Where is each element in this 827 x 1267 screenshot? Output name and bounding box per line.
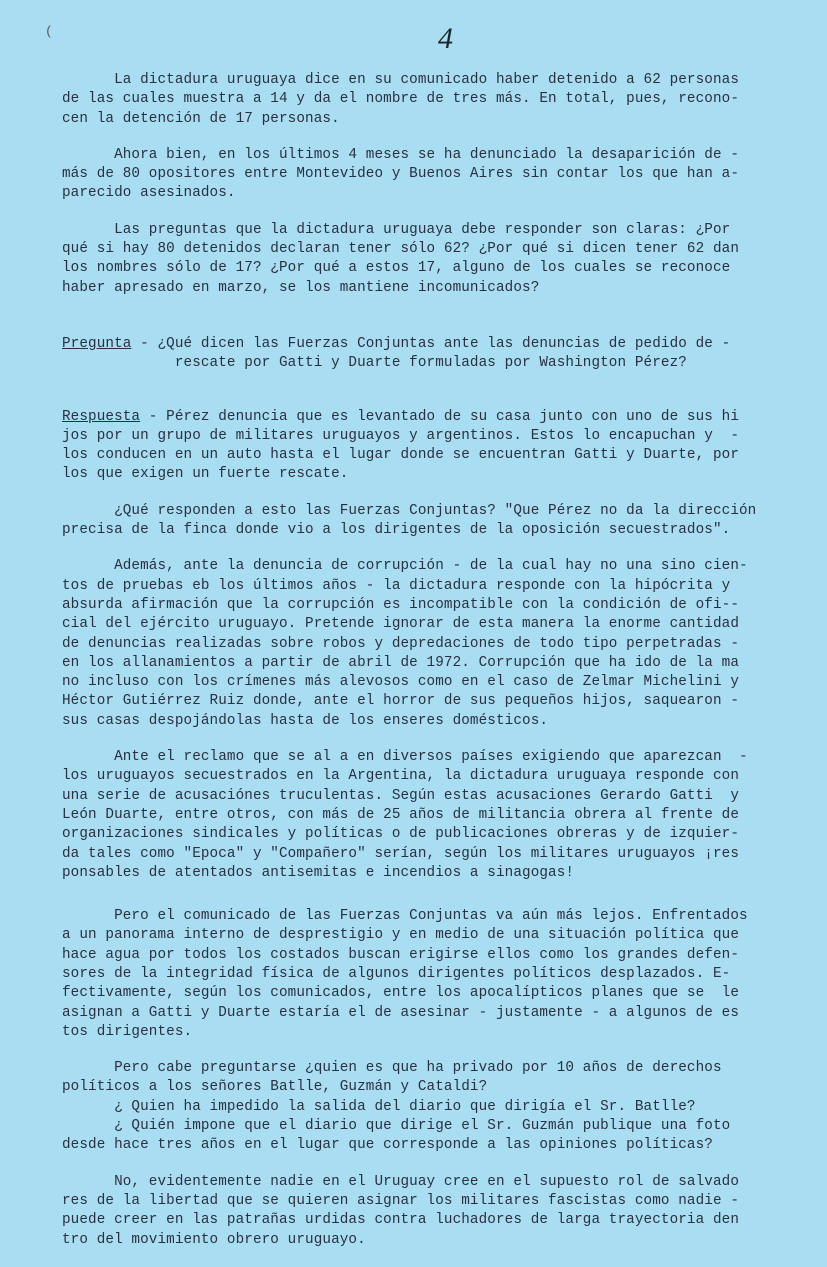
- text-line: los que exigen un fuerte rescate.: [62, 466, 349, 483]
- text-line: precisa de la finca donde vio a los dirigentes de la oposición secuestrados".: [62, 522, 731, 539]
- text-line: ¿ Quien ha impedido la salida del diario que dirigía el Sr. Batlle?: [62, 1098, 696, 1115]
- text-line: sores de la integridad física de algunos dirigentes políticos desplazados. E-: [62, 965, 731, 982]
- text-line: políticos a los señores Batlle, Guzmán y Cataldi?: [62, 1079, 488, 1096]
- text-line: tos de pruebas eb los últimos años - la dictadura responde con la hipócrita y: [62, 577, 731, 594]
- respuesta-text: - Pérez denuncia que es levantado de su casa junto con uno de sus hi: [140, 408, 740, 425]
- text-line: [62, 335, 797, 354]
- text-line: asignan a Gatti y Duarte estaría el de asesinar - justamente - a algunos de es: [62, 1004, 740, 1021]
- text-line: desde hace tres años en el lugar que corresponde a las opiniones políticas?: [62, 1137, 713, 1154]
- page-number: 4: [438, 22, 453, 55]
- text-line: no incluso con los crímenes más alevosos como en el caso de Zelmar Michelini y: [62, 674, 740, 691]
- text-line: ¿ Quién impone que el diario que dirige el Sr. Guzmán publique una foto: [62, 1118, 731, 1135]
- text-line: los nombres sólo de 17? ¿Por qué a estos 17, alguno de los cuales se reconoce: [62, 260, 731, 277]
- paragraph-5: [62, 557, 797, 731]
- text-line: tos dirigentes.: [62, 1023, 193, 1040]
- paragraph-8: [62, 1059, 797, 1155]
- paragraph-6: [62, 748, 797, 883]
- text-line: a un panorama interno de desprestigio y en medio de una situación política que: [62, 927, 740, 944]
- text-line: Además, ante la denuncia de corrupción - de la cual hay no una sino cien-: [62, 558, 748, 575]
- text-line: ¿Qué responden a esto las Fuerzas Conjuntas? "Que Pérez no da la dirección: [62, 502, 757, 519]
- paragraph-4: [62, 502, 797, 541]
- text-line: hace agua por todos los costados buscan erigirse ellos como los grandes defen-: [62, 946, 740, 963]
- pregunta-block: [62, 335, 797, 374]
- page-corner-mark: (: [45, 24, 53, 39]
- text-line: León Duarte, entre otros, con más de 25 años de militancia obrera al frente de: [62, 806, 740, 823]
- text-line: Pero el comunicado de las Fuerzas Conjuntas va aún más lejos. Enfrentados: [62, 908, 748, 925]
- text-line: cial del ejército uruguayo. Pretende ignorar de esta manera la enorme cantidad: [62, 616, 740, 633]
- text-line: qué si hay 80 detenidos declaran tener sólo 62? ¿Por qué si dicen tener 62 dan: [62, 241, 740, 258]
- text-line: parecido asesinados.: [62, 185, 236, 202]
- text-line: Las preguntas que la dictadura uruguaya debe responder son claras: ¿Por: [62, 221, 731, 238]
- respuesta-block: [62, 408, 797, 485]
- text-line: los conducen en un auto hasta el lugar donde se encuentran Gatti y Duarte, por: [62, 447, 740, 464]
- text-line: tro del movimiento obrero uruguayo.: [62, 1231, 366, 1248]
- text-line: Ante el reclamo que se al a en diversos países exigiendo que aparezcan -: [62, 749, 748, 766]
- text-line: absurda afirmación que la corrupción es incompatible con la condición de ofi--: [62, 596, 740, 613]
- text-line: sus casas despojándolas hasta de los enseres domésticos.: [62, 712, 549, 729]
- text-line: [62, 408, 797, 427]
- text-line: jos por un grupo de militares uruguayos y argentinos. Estos lo encapuchan y -: [62, 427, 740, 444]
- text-line: res de la libertad que se quieren asignar los militares fascistas como nadie -: [62, 1192, 740, 1209]
- pregunta-text: - ¿Qué dicen las Fuerzas Conjuntas ante las denuncias de pedido de -: [131, 335, 731, 352]
- text-line: de las cuales muestra a 14 y da el nombre de tres más. En total, pues, recono-: [62, 91, 740, 108]
- paragraph-7: [62, 907, 797, 1042]
- text-line: La dictadura uruguaya dice en su comunicado haber detenido a 62 personas: [62, 72, 740, 88]
- paragraph-2: [62, 146, 797, 204]
- text-line: organizaciones sindicales y políticas o de publicaciones obreras y de izquier-: [62, 826, 740, 843]
- text-line: fectivamente, según los comunicados, entre los apocalípticos planes que se le: [62, 985, 740, 1002]
- text-line: haber apresado en marzo, se los mantiene incomunicados?: [62, 279, 540, 296]
- paragraph-3: [62, 221, 797, 298]
- pregunta-label: Pregunta: [62, 335, 132, 352]
- text-line: ponsables de atentados antisemitas e incendios a sinagogas!: [62, 864, 575, 881]
- text-line: Pero cabe preguntarse ¿quien es que ha privado por 10 años de derechos: [62, 1060, 722, 1077]
- paragraph-9: [62, 1173, 797, 1250]
- text-line: los uruguayos secuestrados en la Argentina, la dictadura uruguaya responde con: [62, 768, 740, 785]
- text-line: más de 80 opositores entre Montevideo y Buenos Aires sin contar los que han a-: [62, 166, 740, 183]
- text-line: puede creer en las patrañas urdidas contra luchadores de larga trayectoria den: [62, 1212, 740, 1229]
- text-line: No, evidentemente nadie en el Uruguay cree en el supuesto rol de salvado: [62, 1173, 740, 1190]
- text-line: Héctor Gutiérrez Ruiz donde, ante el horror de sus pequeños hijos, saquearon -: [62, 693, 740, 710]
- text-line: de denuncias realizadas sobre robos y depredaciones de todo tipo perpetradas -: [62, 635, 740, 652]
- paragraph-1: [62, 71, 797, 129]
- text-line: Ahora bien, en los últimos 4 meses se ha denunciado la desaparición de -: [62, 146, 740, 163]
- document-body: [62, 71, 797, 1267]
- text-line: cen la detención de 17 personas.: [62, 110, 340, 127]
- text-line: rescate por Gatti y Duarte formuladas por Washington Pérez?: [62, 355, 687, 372]
- text-line: da tales como "Epoca" y "Compañero" serían, según los militares uruguayos ¡res: [62, 845, 740, 862]
- text-line: en los allanamientos a partir de abril de 1972. Corrupción que ha ido de la ma: [62, 654, 740, 671]
- text-line: una serie de acusaciónes truculentas. Según estas acusaciones Gerardo Gatti y: [62, 787, 740, 804]
- respuesta-label: Respuesta: [62, 408, 141, 425]
